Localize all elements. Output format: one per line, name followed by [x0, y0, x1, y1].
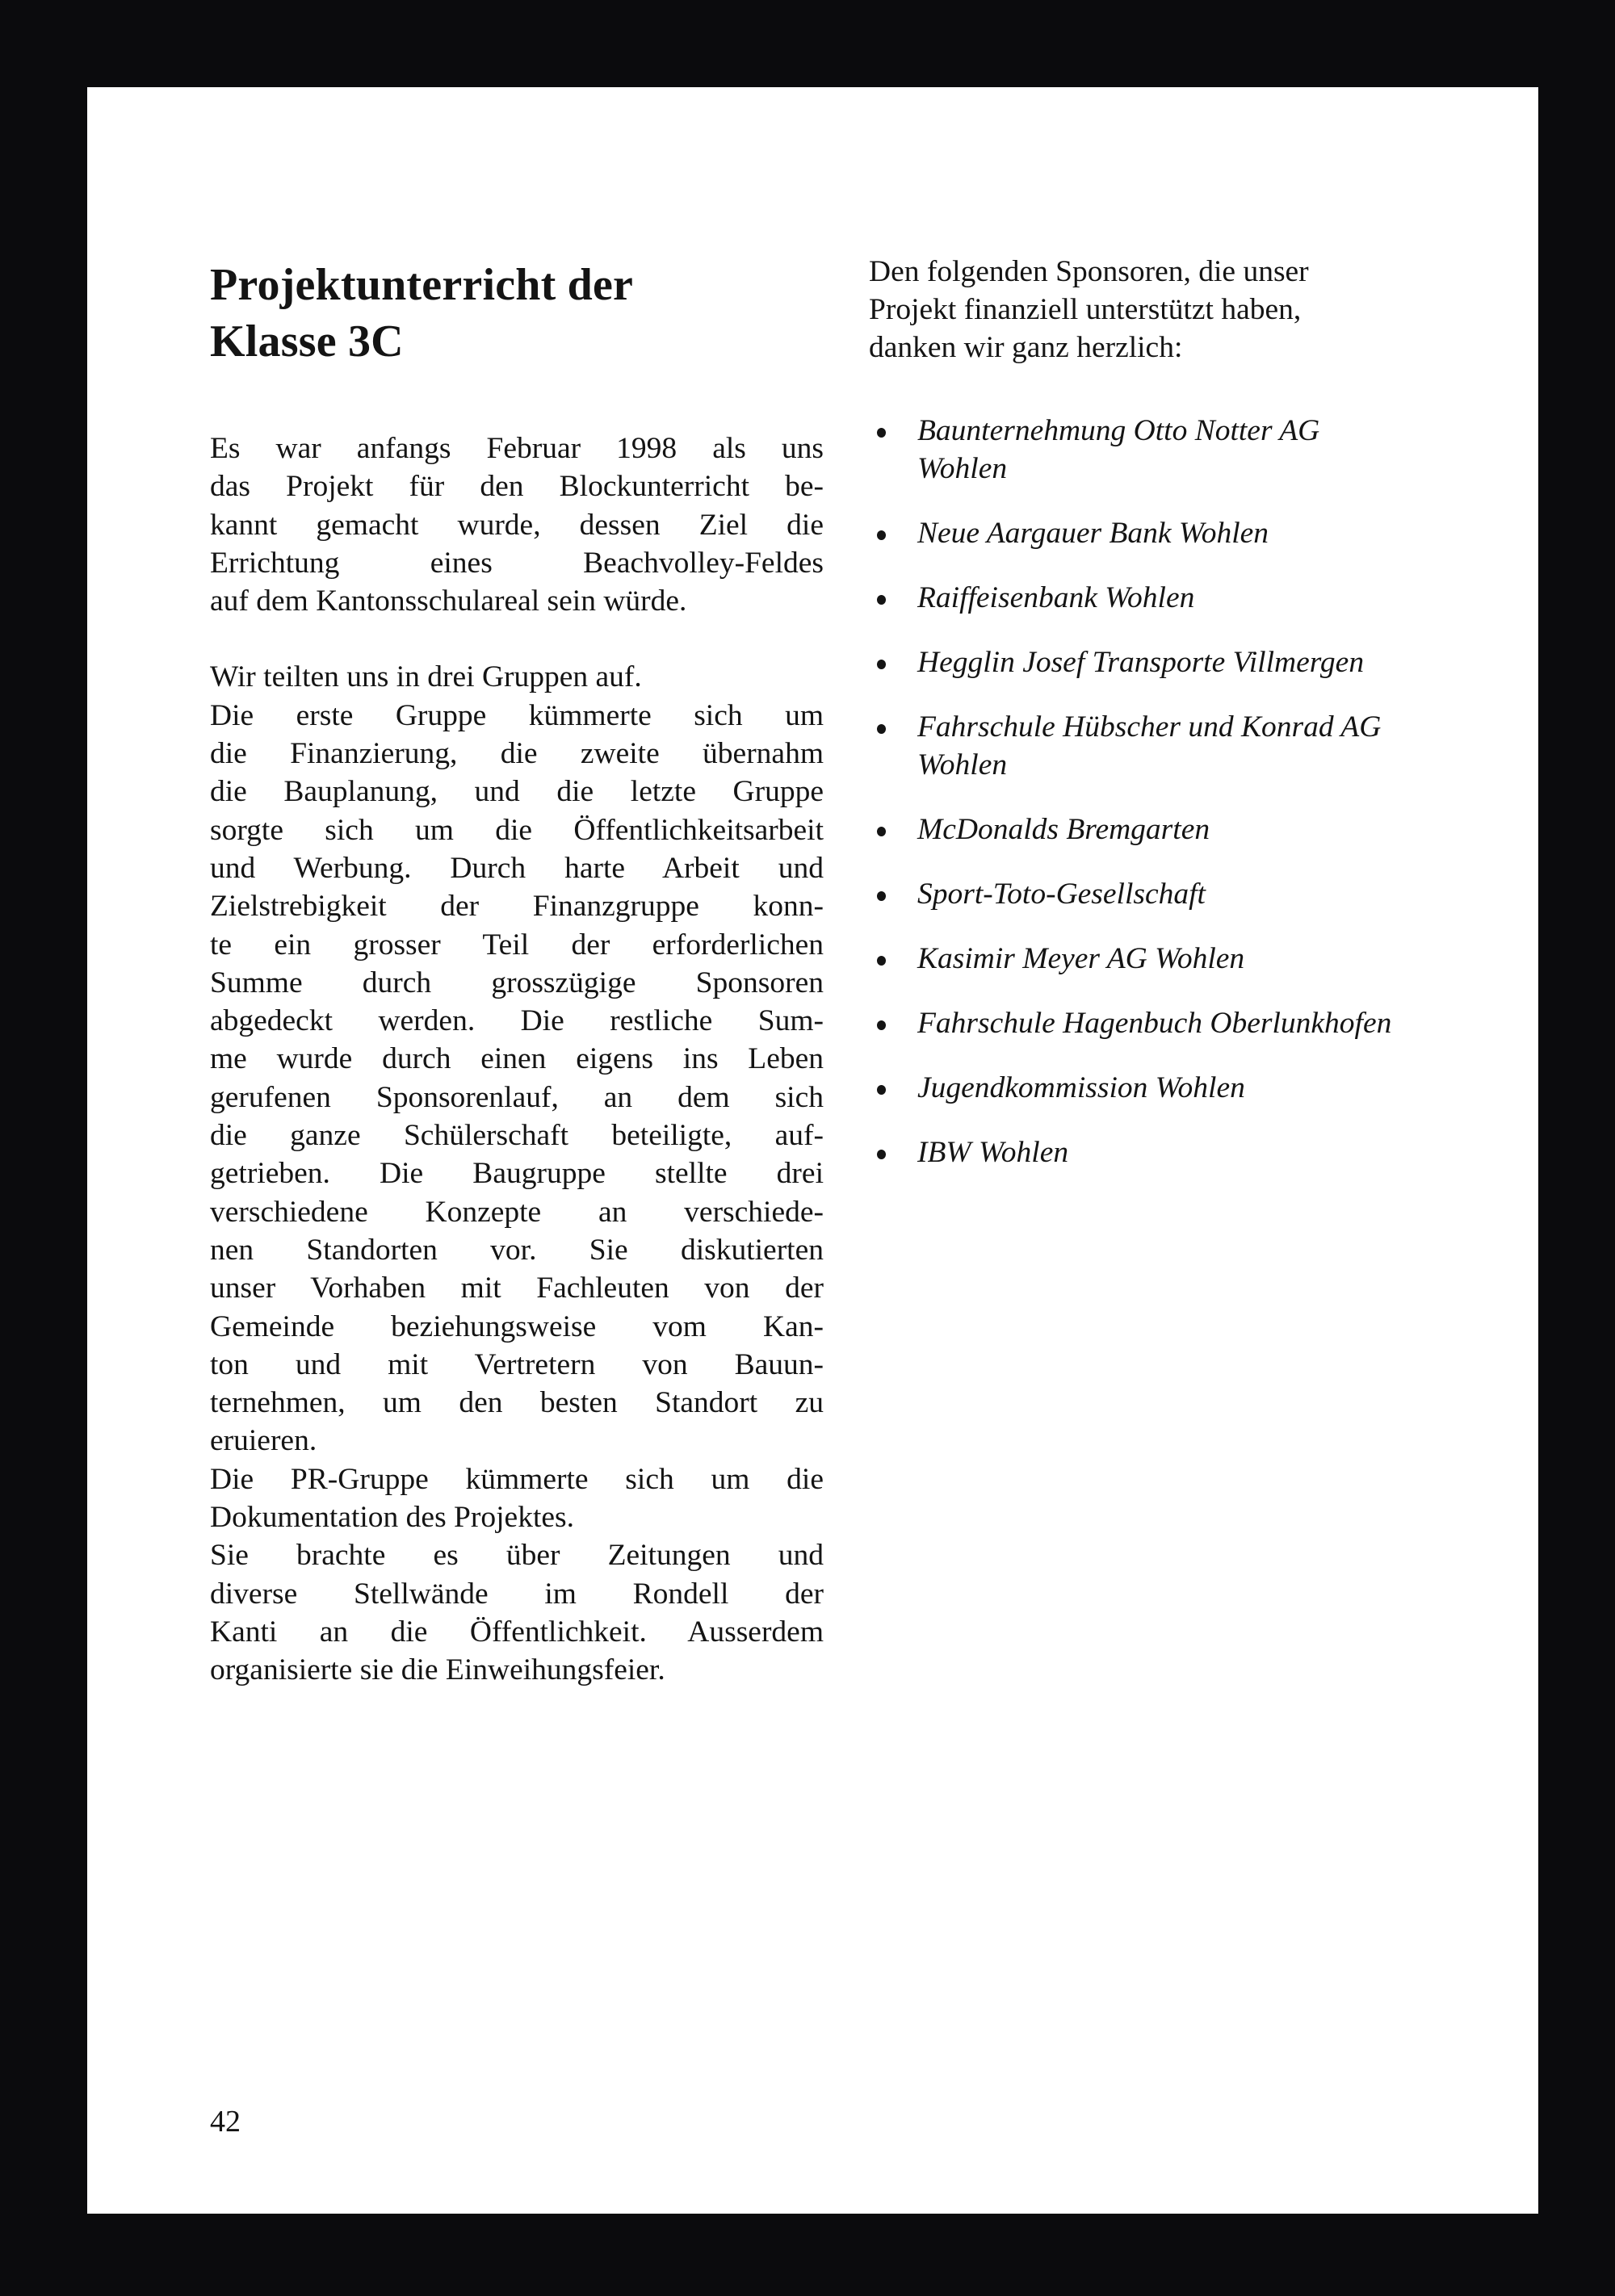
bullet-icon	[877, 595, 886, 605]
paragraph-line: ton und mit Vertretern von Bauun-	[210, 1347, 824, 1381]
paragraph-line: diverse Stellwände im Rondell der	[210, 1577, 824, 1611]
title-line: Klasse 3C	[210, 316, 404, 367]
bullet-icon	[877, 827, 886, 836]
sponsors-intro-line: Den folgenden Sponsoren, die unser	[869, 255, 1309, 288]
paragraph-line: Die PR-Gruppe kümmerte sich um die	[210, 1462, 824, 1496]
article-title	[210, 257, 824, 370]
paragraph-line: organisierte sie die Einweihungsfeier.	[210, 1653, 665, 1687]
paragraph-line: Sie brachte es über Zeitungen und	[210, 1539, 824, 1573]
sponsors-intro-line: Projekt finanziell unterstützt haben,	[869, 293, 1302, 326]
paragraph-line: verschiedene Konzepte an verschiede-	[210, 1195, 824, 1229]
paragraph-line: Errichtung eines Beachvolley-Feldes	[210, 546, 824, 580]
sponsor-name-line: IBW Wohlen	[917, 1136, 1069, 1169]
paragraph-line: unser Vorhaben mit Fachleuten von der	[210, 1272, 824, 1305]
title-line: Projektunterricht der	[210, 260, 634, 310]
paragraph-line: Kanti an die Öffentlichkeit. Ausserdem	[210, 1615, 824, 1649]
paragraph-line: das Projekt für den Blockunterricht be-	[210, 470, 824, 504]
paragraph-line: die ganze Schülerschaft beteiligte, auf-	[210, 1119, 824, 1153]
paragraph-line: sorgte sich um die Öffentlichkeitsarbeit	[210, 813, 824, 847]
sponsors-column	[869, 253, 1499, 1198]
bullet-icon	[877, 428, 886, 438]
paragraph-line: kannt gemacht wurde, dessen Ziel die	[210, 508, 824, 542]
paragraph-line: Wir teilten uns in drei Gruppen auf.	[210, 660, 642, 694]
paragraph-line: Es war anfangs Februar 1998 als uns	[210, 432, 824, 465]
sponsor-item	[869, 579, 1499, 617]
paragraph-line: nen Standorten vor. Sie diskutierten	[210, 1233, 824, 1267]
sponsor-name-line: Jugendkommission Wohlen	[917, 1071, 1245, 1104]
sponsors-intro	[869, 253, 1499, 367]
bullet-icon	[877, 660, 886, 669]
paragraph-line: Dokumentation des Projektes.	[210, 1501, 574, 1535]
sponsor-item	[869, 811, 1499, 848]
paragraph-line: eruieren.	[210, 1424, 317, 1458]
bullet-icon	[877, 530, 886, 540]
bullet-icon	[877, 956, 886, 966]
bullet-icon	[877, 1085, 886, 1095]
sponsor-name-line: Fahrschule Hagenbuch Oberlunkhofen	[917, 1007, 1392, 1040]
sponsor-item	[869, 708, 1499, 784]
bullet-icon	[877, 1150, 886, 1159]
paragraph-spacer	[210, 620, 824, 658]
page-number: 42	[210, 2105, 241, 2139]
sponsor-name-line: Kasimir Meyer AG Wohlen	[917, 942, 1245, 975]
bullet-icon	[877, 724, 886, 734]
sponsor-name-line: McDonalds Bremgarten	[917, 813, 1210, 846]
paragraph-line: ternehmen, um den besten Standort zu	[210, 1386, 824, 1420]
sponsor-item	[869, 875, 1499, 913]
sponsor-name-line: Sport-Toto-Gesellschaft	[917, 878, 1206, 911]
sponsor-name-line: Neue Aargauer Bank Wohlen	[917, 517, 1269, 550]
sponsor-item	[869, 514, 1499, 552]
bullet-icon	[877, 891, 886, 901]
paragraph-line: und Werbung. Durch harte Arbeit und	[210, 851, 824, 885]
sponsor-item	[869, 643, 1499, 681]
sponsors-intro-line: danken wir ganz herzlich:	[869, 331, 1183, 364]
sponsor-name-line: Wohlen	[917, 452, 1008, 485]
article-column	[210, 257, 824, 1690]
sponsor-list	[869, 412, 1499, 1171]
sponsor-name-line: Fahrschule Hübscher und Konrad AG	[917, 710, 1382, 744]
paragraph-line: Gemeinde beziehungsweise vom Kan-	[210, 1309, 824, 1343]
sponsor-item	[869, 1004, 1499, 1042]
article-paragraph-groups	[210, 658, 824, 1689]
paragraph-line: auf dem Kantonsschulareal sein würde.	[210, 584, 687, 618]
paragraph-line: Summe durch grosszügige Sponsoren	[210, 966, 824, 999]
paragraph-line: te ein grosser Teil der erforderlichen	[210, 928, 824, 962]
paragraph-line: die Finanzierung, die zweite übernahm	[210, 737, 824, 771]
sponsor-item	[869, 940, 1499, 978]
sponsor-name-line: Baunternehmung Otto Notter AG	[917, 414, 1320, 447]
paragraph-line: die Bauplanung, und die letzte Gruppe	[210, 775, 824, 809]
bullet-icon	[877, 1020, 886, 1030]
sponsor-item	[869, 412, 1499, 488]
sponsor-name-line: Wohlen	[917, 748, 1008, 781]
paragraph-line: abgedeckt werden. Die restliche Sum-	[210, 1004, 824, 1038]
sponsor-item	[869, 1133, 1499, 1171]
document-page	[87, 87, 1538, 2214]
paragraph-line: getrieben. Die Baugruppe stellte drei	[210, 1157, 824, 1191]
sponsor-item	[869, 1069, 1499, 1107]
article-paragraph-intro	[210, 429, 824, 620]
paragraph-line: gerufenen Sponsorenlauf, an dem sich	[210, 1080, 824, 1114]
sponsor-name-line: Raiffeisenbank Wohlen	[917, 581, 1195, 614]
paragraph-line: Zielstrebigkeit der Finanzgruppe konn-	[210, 890, 824, 924]
sponsor-name-line: Hegglin Josef Transporte Villmergen	[917, 646, 1365, 679]
paragraph-line: Die erste Gruppe kümmerte sich um	[210, 698, 824, 732]
paragraph-line: me wurde durch einen eigens ins Leben	[210, 1042, 824, 1076]
